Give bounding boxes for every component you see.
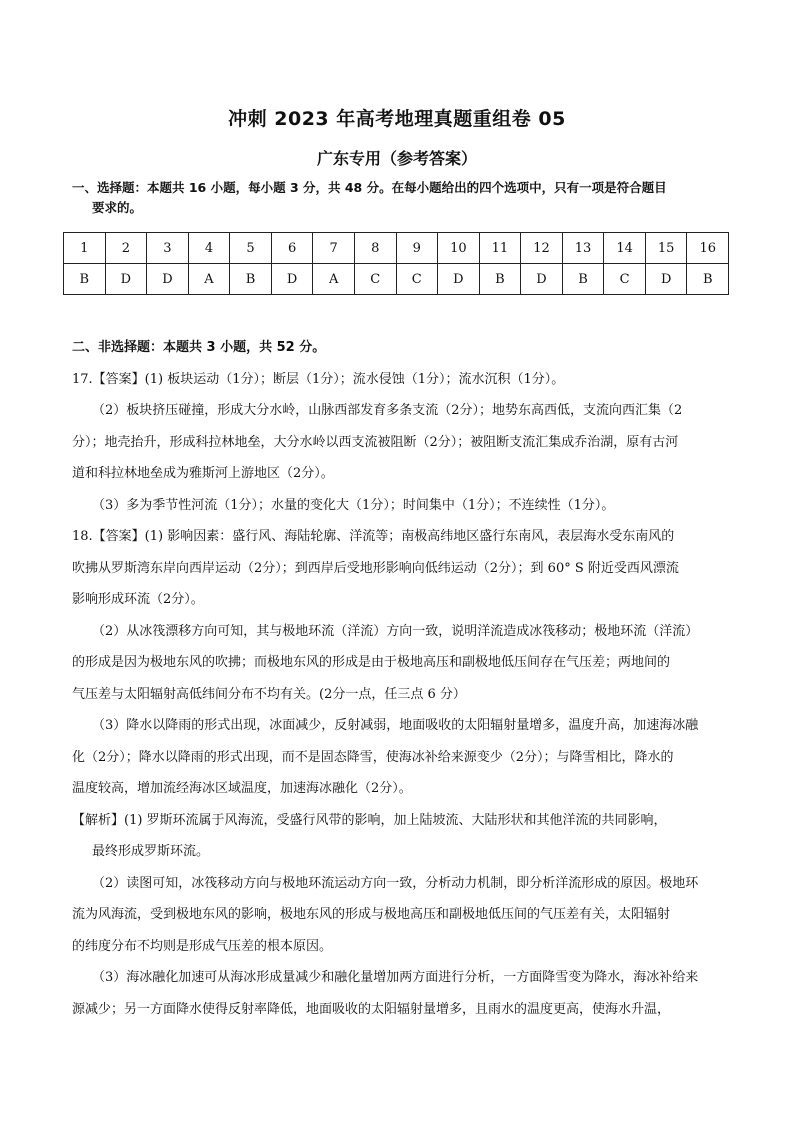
answer-letter: B: [687, 264, 729, 295]
question-number: 13: [562, 233, 604, 264]
question-number: 6: [271, 233, 313, 264]
answer-line: 分）；地壳抬升，形成科拉林地垒，大分水岭以西支流被阻断（2分）；被阻断支流汇集成乔治湖，原有古河: [72, 434, 679, 450]
answer-line: （3）海冰融化加速可从海冰形成量减少和融化量增加两方面进行分析，一方面降雪变为降水，海冰补给来: [92, 970, 699, 985]
answer-line: 温度较高，增加流经海冰区域温度，加速海冰融化（2分）。: [72, 781, 412, 796]
answer-letter: C: [354, 264, 396, 295]
answer-line: 17.【答案】(1) 板块运动（1分）；断层（1分）；流水侵蚀（1分）；流水沉积（1分）。: [72, 371, 565, 387]
answer-letter: B: [562, 264, 604, 295]
answer-letter: B: [479, 264, 521, 295]
question-number: 11: [479, 233, 521, 264]
question-number: 12: [521, 233, 563, 264]
question-number: 3: [147, 233, 189, 264]
question-number: 4: [188, 233, 230, 264]
answer-line: 【解析】(1) 罗斯环流属于风海流，受盛行风带的影响，加上陆坡流、大陆形状和其他洋流的共同影响，: [72, 812, 667, 828]
answer-letter: B: [64, 264, 106, 295]
answer-letter: D: [271, 264, 313, 295]
answer-letter: C: [396, 264, 438, 295]
question-number: 8: [354, 233, 396, 264]
answer-letter: D: [105, 264, 147, 295]
question-number: 10: [438, 233, 480, 264]
answer-line: 18.【答案】(1) 影响因素：盛行风、海陆轮廓、洋流等；南极高纬地区盛行东南风，表层海水受东南风的: [72, 529, 675, 544]
answer-line: 吹拂从罗斯湾东岸向西岸运动（2分）；到西岸后受地形影响向低纬运动（2分）；到 60° S 附近受西风漂流: [72, 560, 679, 576]
answer-table: [63, 232, 729, 295]
answer-line: （2）读图可知，冰筏移动方向与极地环流运动方向一致，分析动力机制，即分析洋流形成的原因。极地环: [92, 875, 699, 891]
question-number: 7: [313, 233, 355, 264]
question-number: 15: [645, 233, 687, 264]
answer-letter: C: [604, 264, 646, 295]
answer-letter: D: [645, 264, 687, 295]
question-number: 16: [687, 233, 729, 264]
answer-line: 道和科拉林地垒成为雅斯河上游地区（2分）。: [72, 466, 334, 481]
answer-line: 源减少；另一方面降水使得反射率降低，地面吸收的太阳辐射量增多，且雨水的温度更高，使海水升温，: [72, 1001, 671, 1017]
answer-line: 化（2分）；降水以降雨的形式出现，而不是固态降雪，使海冰补给来源变少（2分）；与降雪相比，降水的: [72, 749, 674, 765]
section2-heading: 二、非选择题：本题共 3 小题，共 52 分。: [72, 340, 326, 355]
answer-letter: D: [438, 264, 480, 295]
answer-letter: A: [313, 264, 355, 295]
question-number: 1: [64, 233, 106, 264]
answer-line: （3）多为季节性河流（1分）；水量的变化大（1分）；时间集中（1分）；不连续性（1分）。: [92, 497, 615, 513]
answer-body: [72, 332, 732, 1025]
answer-line: 气压差与太阳辐射高低纬间分布不均有关。(2分一点，任三点 6 分）: [72, 686, 466, 702]
answer-letter: D: [521, 264, 563, 295]
answer-letter: A: [188, 264, 230, 295]
answer-line: 的纬度分布不均则是形成气压差的根本原因。: [72, 938, 333, 954]
answer-line: 流为风海流，受到极地东风的影响，极地东风的形成与极地高压和副极地低压间的气压差有关，太阳辐射: [72, 907, 671, 922]
question-number: 2: [105, 233, 147, 264]
answer-line: （2）板块挤压碰撞，形成大分水岭，山脉西部发育多条支流（2分）；地势东高西低，支流向西汇集（2: [92, 403, 683, 418]
answer-letter: B: [230, 264, 272, 295]
section1-line2: 要求的。: [92, 200, 143, 215]
answer-number-row: [64, 233, 729, 264]
section1-line1: 一、选择题：本题共 16 小题，每小题 3 分，共 48 分。在每小题给出的四个选项中，只有一项是符合题目: [72, 180, 667, 195]
question-number: 14: [604, 233, 646, 264]
page-subtitle: 广东专用（参考答案）: [316, 149, 477, 168]
answer-letter: D: [147, 264, 189, 295]
page-title: 冲刺 2023 年高考地理真题重组卷 05: [228, 108, 566, 130]
question-number: 9: [396, 233, 438, 264]
question-number: 5: [230, 233, 272, 264]
answer-line: （2）从冰筏漂移方向可知，其与极地环流（洋流）方向一致，说明洋流造成冰筏移动；极地环流（洋流）: [92, 623, 699, 639]
answer-line: 的形成是因为极地东风的吹拂；而极地东风的形成是由于极地高压和副极地低压间存在气压差；两地间的: [72, 655, 671, 670]
section1-heading: [72, 178, 732, 218]
answer-line: 最终形成罗斯环流。: [92, 844, 210, 859]
answer-letter-row: [64, 264, 729, 295]
answer-line: （3）降水以降雨的形式出现，冰面减少，反射减弱，地面吸收的太阳辐射量增多，温度升高，加速海冰融: [92, 718, 699, 733]
answer-line: 影响形成环流（2分）。: [72, 592, 204, 607]
